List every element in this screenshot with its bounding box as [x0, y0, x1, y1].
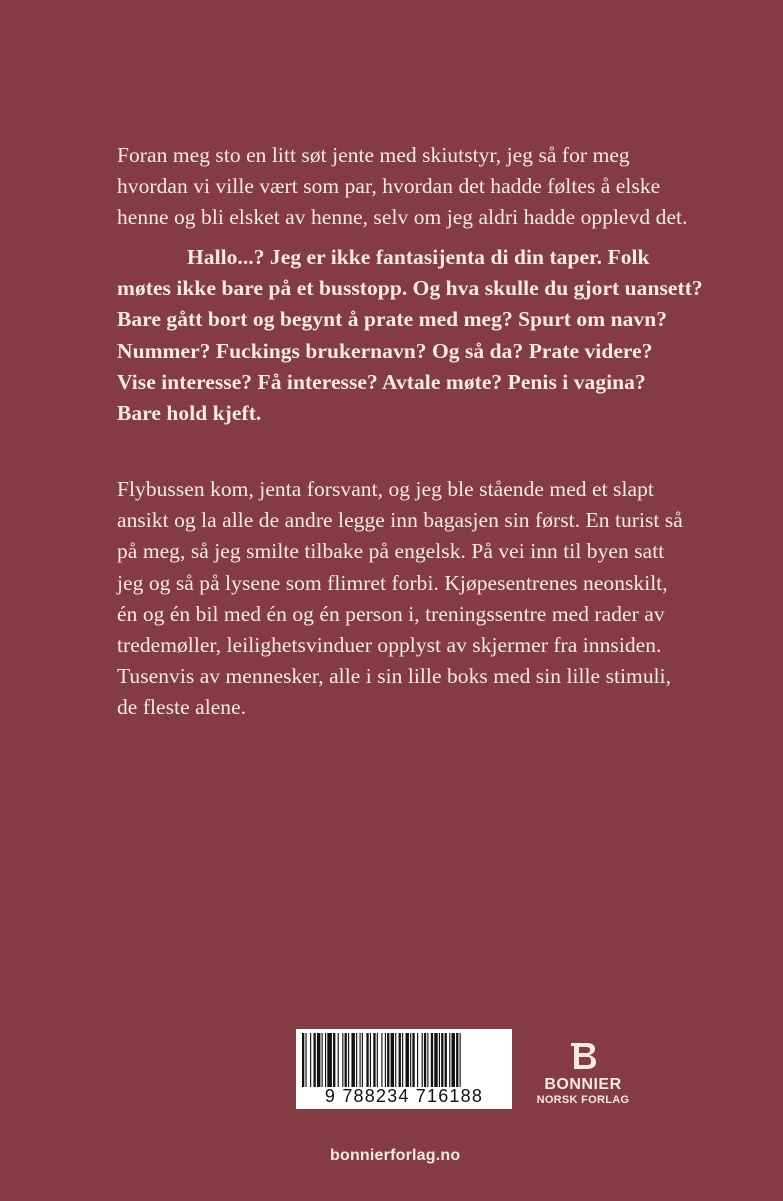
- barcode-bar: [342, 1033, 343, 1087]
- barcode-bar: [399, 1033, 401, 1087]
- text-line: Bare hold kjeft.: [117, 401, 262, 426]
- publisher-name: BONNIER: [544, 1076, 622, 1093]
- barcode-bar: [377, 1033, 378, 1087]
- barcode-bar: [427, 1033, 428, 1087]
- barcode-icon: [302, 1033, 506, 1087]
- barcode-bar: [360, 1033, 361, 1087]
- barcode-bar: [391, 1033, 394, 1087]
- barcode-bar: [348, 1033, 349, 1087]
- text-line: henne og bli elsket av henne, selv om jeg aldri hadde opplevd det.: [117, 205, 688, 230]
- barcode-bar: [370, 1033, 371, 1087]
- barcode-bar: [366, 1033, 368, 1087]
- barcode-bar: [333, 1033, 335, 1087]
- text-line: møtes ikke bare på et busstopp. Og hva skulle du gjort uansett?: [117, 276, 703, 301]
- barcode-bar: [441, 1033, 443, 1087]
- barcode-bar: [302, 1033, 304, 1087]
- barcode: [296, 1029, 512, 1109]
- text-line: én og én bil med én og én person i, treningssentre med rader av: [117, 601, 665, 626]
- barcode-bar: [305, 1033, 306, 1087]
- barcode-bar: [351, 1033, 354, 1087]
- barcode-bar: [449, 1033, 450, 1087]
- text-line: Tusenvis av mennesker, alle i sin lille boks med sin lille stimuli,: [117, 664, 672, 689]
- barcode-bar: [445, 1033, 447, 1087]
- barcode-bar: [362, 1033, 363, 1087]
- text-line: ansikt og la alle de andre legge inn bagasjen sin først. En turist så: [117, 508, 683, 533]
- text-line: på meg, så jeg smilte tilbake på engelsk. På vei inn til byen satt: [117, 539, 665, 564]
- barcode-bar: [412, 1033, 414, 1087]
- barcode-bar: [356, 1033, 357, 1087]
- barcode-bar: [317, 1033, 320, 1087]
- publisher-subtitle: NORSK FORLAG: [536, 1094, 630, 1106]
- barcode-bar: [460, 1033, 461, 1087]
- barcode-bar: [402, 1033, 403, 1087]
- text-line: jeg og så på lysene som flimret forbi. Kjøpesentrenes neonskilt,: [117, 570, 668, 595]
- barcode-bar: [345, 1033, 347, 1087]
- text-line: hvordan vi ville vært som par, hvordan det hadde føltes å elske: [117, 174, 661, 199]
- barcode-bar: [410, 1033, 411, 1087]
- text-line: Bare gått bort og begynt å prate med meg? Spurt om navn?: [117, 307, 668, 332]
- barcode-bar: [381, 1033, 382, 1087]
- barcode-bar: [310, 1033, 311, 1087]
- publisher-logo: [528, 1040, 638, 1107]
- barcode-bar: [327, 1033, 332, 1087]
- paragraph-3: [117, 474, 717, 724]
- barcode-bar: [434, 1033, 437, 1087]
- text-line: Nummer? Fuckings brukernavn? Og så da? Prate videre?: [117, 338, 653, 363]
- barcode-bar: [314, 1033, 316, 1087]
- isbn-number: 9 788234 716188: [324, 1086, 484, 1106]
- barcode-bar: [338, 1033, 339, 1087]
- text-line: Vise interesse? Få interesse? Avtale møte? Penis i vagina?: [117, 369, 646, 394]
- text-line: tredemøller, leilighetsvinduer opplyst av skjermer fra innsiden.: [117, 633, 662, 658]
- barcode-bar: [387, 1033, 389, 1087]
- text-line: de fleste alene.: [117, 695, 247, 720]
- barcode-bar: [456, 1033, 458, 1087]
- publisher-website: bonnierforlag.no: [330, 1147, 461, 1164]
- barcode-bar: [395, 1033, 396, 1087]
- barcode-bar: [431, 1033, 433, 1087]
- barcode-bar: [373, 1033, 375, 1087]
- bonnier-b-icon: [568, 1040, 598, 1072]
- text-line: Flybussen kom, jenta forsvant, og jeg ble stående med et slapt: [117, 477, 654, 501]
- barcode-bar: [424, 1033, 426, 1087]
- paragraph-2-bold: [117, 242, 717, 429]
- text-line: Foran meg sto en litt søt jente med skiutstyr, jeg så for meg: [117, 143, 630, 167]
- barcode-bar: [406, 1033, 409, 1087]
- barcode-bar: [452, 1033, 455, 1087]
- barcode-bar: [325, 1033, 326, 1087]
- barcode-bar: [322, 1033, 323, 1087]
- barcode-bar: [422, 1033, 423, 1087]
- barcode-bar: [417, 1033, 418, 1087]
- barcode-bar: [439, 1033, 440, 1087]
- barcode-bar: [385, 1033, 386, 1087]
- text-line: Hallo...? Jeg er ikke fantasijenta di din taper. Folk: [187, 245, 650, 269]
- paragraph-1: [117, 140, 717, 234]
